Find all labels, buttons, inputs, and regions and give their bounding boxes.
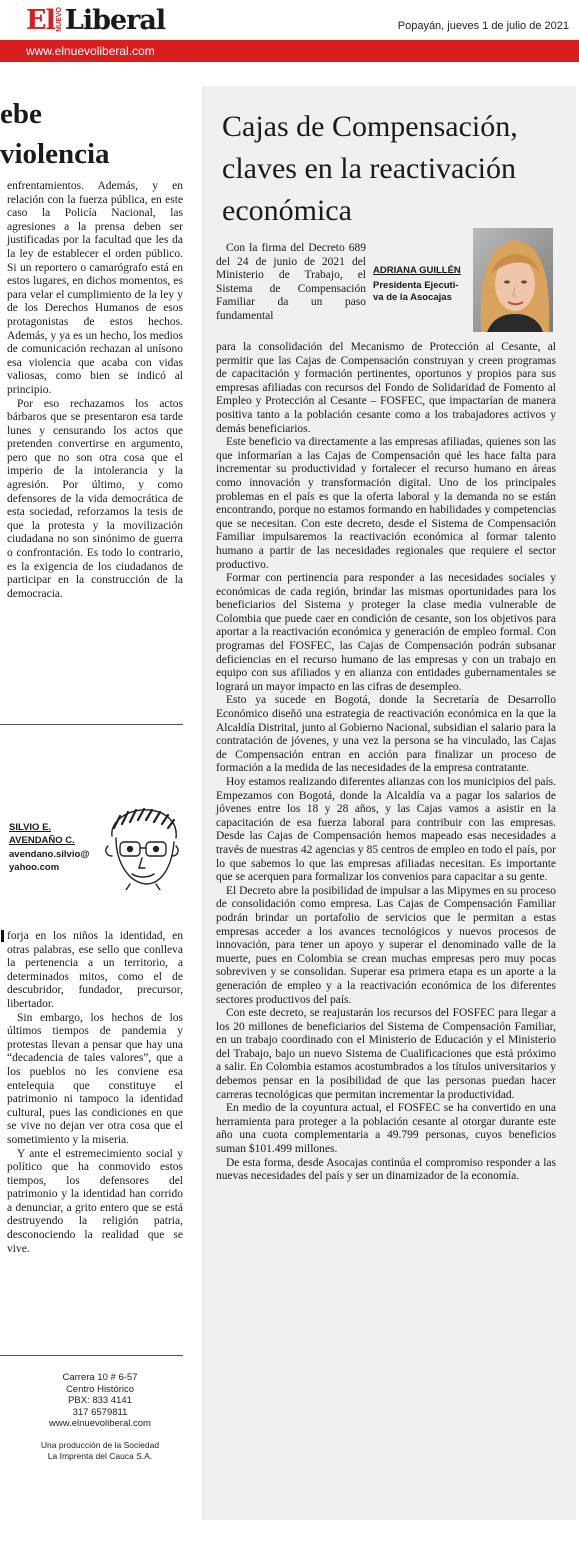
author-role-2: va de la Asocajas [373,292,452,303]
previous-title-line-1: ebe [0,98,42,130]
article-body [216,341,556,1184]
dateline: Popayán, jueves 1 de julio de 2021 [397,20,569,32]
author-role-1: Presidenta Ejecuti- [373,279,459,291]
site-url[interactable]: www.elnuevoliberal.com [26,44,155,58]
article-paragraph: Formar con pertinencia para responder a las necesidades sociales y económicas de cada región, brindar las mismas oportunidades para los beneficiarios del Sistema y proteger la clase media vulnerable de Colombia que puede caer en condición de cesante, son los objetivos para aportar a la reactivación económica y generación de empleo formal. Con programas del FOSFEC, las Cajas de Compensación podrán subsanar deficiencias en el recurso humano de las empresas y con un trabajo en equipo con sus afiliados y en alianza con entidades gubernamentales se logrará un mayor impacto en las cifras de desempleo. [216,572,556,693]
author-photo [473,228,553,332]
masthead [0,0,579,64]
pbx: PBX: 833 4141 [68,1395,132,1406]
article-paragraph: En medio de la coyuntura actual, el FOSFEC se ha convertido en una herramienta para proteger a la población cesante al otorgar durante este año una cuota complementaria a 49.799 personas, cuyos beneficios suman $101.499 millones. [216,1102,556,1156]
credit-line-2: La Imprenta del Cauca S.A. [47,1450,153,1461]
logo-el: El [26,5,55,36]
article-title-line-2: claves en la reactivación [222,152,516,185]
article-lead-paragraph: Con la firma del Decreto 689 del 24 de junio de 2021 del Ministerio de Trabajo, el Sistema de Compensación Familiar da un paso fundamental [216,242,366,322]
newspaper-logo [26,6,165,36]
column-body [7,930,183,1256]
website[interactable]: www.elnuevoliberal.com [49,1418,151,1429]
article-title-line-1: Cajas de Compensación, [222,110,518,143]
previous-title-line-2: violencia [0,138,110,170]
editorial-paragraph: Por eso rechazamos los actos bárbaros que se presentaron esa tarde lunes y censurando los actos que pretenden convertirse en argumento, pero que no son otra cosa que el imperio de la intolerancia y la agresión. Por último, y como defensores de la vida democrática de esta sociedad, reforzamos la tesis de que la protesta y la movilización ciudadana no son sinónimo de guerra o confrontación. Es todo lo contrario, es la exigencia de los ciudadanos de participar en la construcción de la democracia. [7,397,183,600]
article-paragraph: De esta forma, desde Asocajas continúa el compromiso responder a las nuevas necesidades del país y ser un dinamizador de la economía. [216,1156,556,1183]
address: Carrera 10 # 6-57 [62,1372,138,1383]
column-divider [0,724,183,725]
column-paragraph: forja en los niños la identidad, en otras palabras, ese sello que conlleva la pertenencia a un territorio, a determinados mitos, como el de descubridor, fundador, precursor, libertador. [7,930,183,1010]
article-title-line-3: económica [222,194,352,227]
columnist-email-1[interactable]: avendano.silvio@ [9,849,90,860]
columnist-email-2[interactable]: yahoo.com [9,861,60,873]
url-bar [0,40,579,62]
credit-line-1: Una producción de la Sociedad [40,1439,160,1450]
columnist-name-1: SILVIO E. [9,822,52,833]
author-byline [373,265,463,305]
article-lead [216,242,366,324]
drop-mark [1,930,4,942]
article-paragraph: Este beneficio va directamente a las empresas afiliadas, quienes son las que informarían a las Cajas de Compensación qué les hace falta para incrementar su productividad y fortalecer el recurso humano en áreas como innovación y transformación digital. Uno de los principales problemas en el país es que la oferta laboral y la demanda no se están encontrando, porque no estamos formando en habilidades y competencias que se necesitan. Con este decreto, desde el Sistema de Compensación Familiar impulsaremos la reactivación económica al formar talento humano a partir de las necesidades regionales que requiere el sector productivo. [216,436,556,571]
district: Centro Histórico [65,1383,135,1395]
logo-nuevo: NUEVO [55,7,63,32]
footer-divider [0,1355,183,1356]
columnist-byline [9,822,105,874]
previous-article-title [0,94,110,174]
columnist-name-2: AVENDAÑO C. [9,834,75,846]
author-name: ADRIANA GUILLÉN [373,265,461,276]
columnist-sketch-portrait [100,806,182,890]
article-paragraph: para la consolidación del Mecanismo de Protección al Cesante, al permitir que las Cajas de Compensación construyan y creen programas de capacitación y formación pertinentes, oportunos y propios para sus empresas afiliadas con recursos del Fondo de Solidaridad de Fomento al Empleo y Protección al Cesante – FOSFEC, que impactarían de manera positiva tanto a la población cesante como a los trabajadores activos y demás beneficiarios. [216,341,556,435]
article-paragraph: Esto ya sucede en Bogotá, donde la Secretaría de Desarrollo Económico diseñó una estrategia de reactivación económica en la que la Alcaldía Distrital, junto al Gobierno Nacional, subsidian el salario para la contratación de jóvenes, y una vez la persona se ha vinculado, las Cajas de Compensación entran en acción para finalizar un proceso de formación a la medida de las necesidades de la empresa contratante. [216,694,556,775]
article-paragraph: Con este decreto, se reajustarán los recursos del FOSFEC para llegar a los 20 millones de beneficiarios del Sistema de Compensación Familiar, en un trabajo coordinado con el Ministerio de Educación y el Ministerio del Trabajo, bajo un nuevo Sistema de Cualificaciones que está próximo a salir. En Colombia estamos acostumbrados a los títulos universitarios y debemos pensar en la posibilidad de que las personas puedan hacer carreras tecnológicas que permitan incrementar la productividad. [216,1007,556,1101]
article-paragraph: El Decreto abre la posibilidad de impulsar a las Mipymes en su proceso de consolidación como empresa. Las Cajas de Compensación Familiar podrán brindar un portafolio de servicios que le permitan a estas empresas acceder a los avances tecnológicos y nuevos procesos de innovación, para tener un apoyo y superar el denominado valle de la muerte, pues en Colombia se crean muchas empresas pero muy pocas sobreviven y se consolidan. Superar esa primera etapa es un aporte a la generación de empleo y a la reactivación económica de los diferentes sectores productivos del país. [216,884,556,1006]
column-paragraph: Sin embargo, los hechos de los últimos tiempos de pandemia y protestas llevan a pensar que hay una “decadencia de tales valores”, que a los pueblos no les conviene esa entelequia que constituye el patrimonio ni tampoco la identidad cultural, pues las condiciones en que se vive no dejan ver otra cosa que el sometimiento y la miseria. [7,1011,183,1146]
publisher-info [0,1372,200,1462]
article-paragraph: Hoy estamos realizando diferentes alianzas con los municipios del país. Empezamos con Bogotá, donde la Alcaldía va a pagar los salarios de jóvenes entre los 18 y 28 años, y las Cajas vamos a asistir en la capacitación de esa fuerza laboral para contribuir con las empresas. Desde las Cajas de Compensación hemos mapeado esas necesidades a través de nuestras 42 agencias y 85 centros de empleo en todo el país, por lo que sabemos lo que las empresas afiliadas necesitan. Es importante que se acerquen para formalizar los convenios para capacitar a su gente. [216,776,556,884]
column-paragraph: Y ante el estremecimiento social y político que ha conmovido estos tiempos, los defensores del patrimonio y la identidad han corrido a denunciar, a grito entero que se está destruyendo la religión patria, desconociendo la realidad que se vive. [7,1147,183,1255]
logo-liberal: Liberal [64,5,166,36]
editorial-body [7,180,183,601]
editorial-paragraph: enfrentamientos. Además, y en relación con la fuerza pública, en este caso la Policía Nacional, las agresiones a la prensa deben ser justificadas por la facultad que les da la ley de establecer el orden público. Si un reportero o camarógrafo está en estos lugares, en dichos momentos, es para velar el cumplimiento de la ley y de los Derechos Humanos de esos protagonistas de estos hechos. Además, y ya es un hecho, los medios de comunicación rechazan al unísono esa violencia que acaba con vidas valiosas, como bien se indicó al principio. [7,180,183,396]
phone: 317 6579811 [72,1406,128,1418]
article-title [222,106,572,232]
